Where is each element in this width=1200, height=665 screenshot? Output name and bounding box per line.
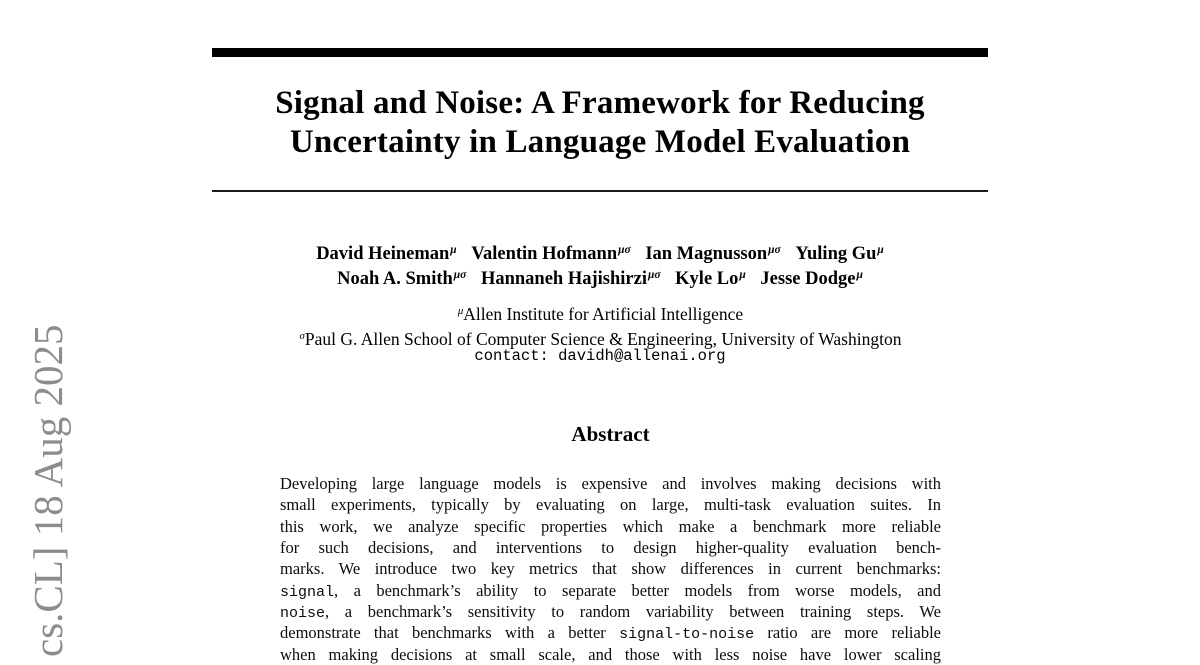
abstract-line: marks. We introduce two key metrics that show differences in current benchmarks: bbox=[280, 559, 941, 579]
paper-title-line-1: Signal and Noise: A Framework for Reducing bbox=[275, 85, 925, 121]
mono-term-signal-to-noise: signal-to-noise bbox=[619, 626, 755, 644]
affiliation-line-1: $^\mu$Allen Institute for Artificial Intelligence bbox=[457, 304, 744, 324]
paper-title-line-2: Uncertainty in Language Model Evaluation bbox=[289, 124, 911, 160]
author-name: Valentin Hofmann$^{\mu\sigma}$ bbox=[471, 244, 631, 264]
author-line-1 bbox=[162, 243, 1038, 268]
affiliation-marker: μ bbox=[856, 268, 863, 281]
abstract-heading: Abstract bbox=[571, 422, 650, 446]
author-name: Hannaneh Hajishirzi$^{\mu\sigma}$ bbox=[480, 268, 661, 289]
abstract-line: signal, a benchmark’s ability to separate better models from worse models, and bbox=[280, 580, 941, 601]
affiliation-marker: μσ bbox=[453, 268, 467, 281]
abstract-line: demonstrate that benchmarks with a better signal-to-noise ratio are more reliable bbox=[280, 623, 941, 644]
author-block bbox=[162, 243, 1038, 292]
abstract-line: Developing large language models is expensive and involves making decisions with bbox=[280, 474, 941, 493]
mono-term-noise: noise bbox=[280, 605, 326, 623]
author-name: David Heineman$^\mu$ bbox=[316, 244, 457, 264]
affiliation-block bbox=[132, 303, 1068, 353]
affiliation-marker: μσ bbox=[647, 268, 661, 281]
abstract-line: this work, we analyze specific properties which make a benchmark more reliable bbox=[280, 516, 941, 536]
title-rule-top bbox=[212, 48, 988, 57]
author-name: Noah A. Smith$^{\mu\sigma}$ bbox=[337, 268, 467, 289]
affiliation-marker: μσ bbox=[618, 244, 631, 256]
affiliation-marker: σ bbox=[299, 330, 305, 342]
abstract-line: noise, a benchmark’s sensitivity to random variability between training steps. We bbox=[280, 602, 941, 623]
author-name: Yuling $Gu^\mu$ bbox=[795, 244, 884, 264]
arxiv-watermark: cs.CL] 18 Aug 2025 bbox=[25, 324, 71, 657]
author-line-2 bbox=[162, 268, 1038, 293]
author-name: Ian Magnusson$^{\mu\sigma}$ bbox=[645, 244, 781, 264]
abstract-line: for such decisions, and interventions to design higher-quality evaluation bench- bbox=[280, 538, 941, 558]
abstract-line: when making decisions at small scale, and those with less noise have lower scaling bbox=[280, 644, 941, 664]
author-name: Jesse Dodge$^\mu$ bbox=[760, 268, 863, 289]
affiliation-marker: μ bbox=[739, 268, 746, 281]
affiliation-marker: μ bbox=[877, 244, 884, 256]
abstract-paragraph bbox=[280, 473, 941, 665]
abstract-line: small experiments, typically by evaluating on large, multi-task evaluation suites. In bbox=[280, 495, 941, 515]
affiliation-marker: μ bbox=[457, 305, 464, 317]
mono-term-signal: signal bbox=[280, 583, 335, 601]
affiliation-line-2: $^\sigma$Paul G. Allen School of Computer Science & Engineering, University of Washington bbox=[299, 329, 902, 349]
author-name: Kyle $Lo^\mu$ bbox=[675, 268, 746, 289]
affiliation-marker: μσ bbox=[768, 244, 781, 256]
affiliation-marker: μ bbox=[450, 244, 457, 256]
title-rule-bottom bbox=[212, 190, 988, 192]
paper-title bbox=[212, 84, 988, 162]
contact-line: contact: davidh@allenai.org bbox=[474, 347, 726, 365]
